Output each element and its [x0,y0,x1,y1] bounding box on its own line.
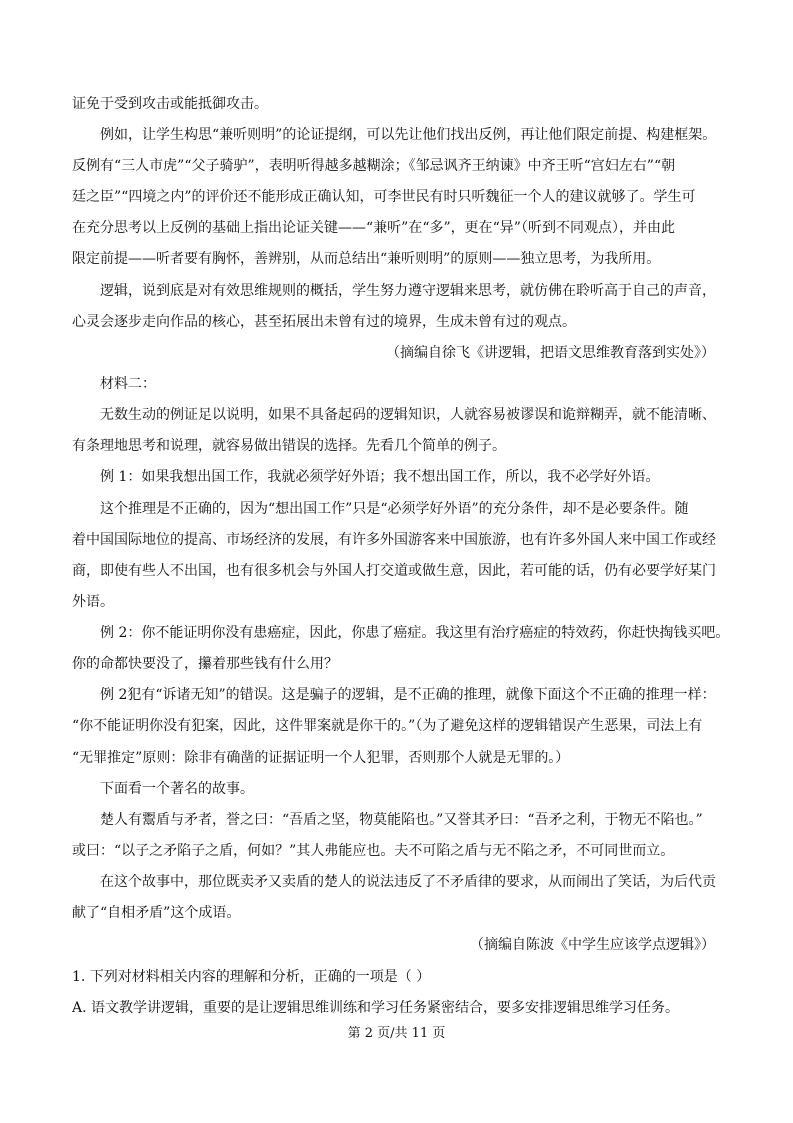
paragraph-line: “无罪推定”原则：除非有确凿的证据证明一个人犯罪，否则那个人就是无罪的。） [72,750,570,766]
question-stem: 1. 下列对材料相关内容的理解和分析，正确的一项是（ ） [72,969,431,985]
paragraph-line: 你的命都快要没了，攥着那些钱有什么用？ [72,656,338,672]
page-number-footer: 第 2 页/共 11 页 [347,1026,446,1041]
paragraph-line: 限定前提——听者要有胸怀，善辨别，从而总结出“兼听则明”的原则——独立思考，为我所用。 [72,251,661,267]
paragraph-line: 在这个故事中，那位既卖矛又卖盾的楚人的说法违反了不矛盾律的要求，从而闹出了笑话，为后代贡 [100,874,716,890]
paragraph-line: 廷之臣”“四境之内”的评价还不能形成正确认知，可李世民有时只听魏征一个人的建议就够了。学生可 [72,189,696,205]
paragraph-line: “你不能证明你没有犯案，因此，这件罪案就是你干的。”（为了避免这样的逻辑错误产生恶果，司法上有 [72,718,703,734]
paragraph-line: 反例有“三人市虎”“父子骑驴”，表明听得越多越糊涂；《邹忌讽齐王纳谏》中齐王听“宫妇左右”“朝 [72,158,676,174]
paragraph-line: 献了“自相矛盾”这个成语。 [72,905,241,921]
paragraph-line: 楚人有鬻盾与矛者，誉之曰：“吾盾之坚，物莫能陷也。”又誉其矛曰：“吾矛之利，于物无不陷也。” [100,812,703,828]
paragraph-line: 着中国国际地位的提高、市场经济的发展，有许多外国游客来中国旅游，也有许多外国人来中国工作或经 [72,532,716,548]
paragraph-line: 逻辑，说到底是对有效思维规则的概括，学生努力遵守逻辑来思考，就仿佛在聆听高于自己的声音， [100,283,716,299]
source-citation: （摘编自徐飞《讲逻辑，把语文思维教育落到实处》） [386,345,715,361]
paragraph-line: 或曰：“以子之矛陷子之盾，何如？”其人弗能应也。夫不可陷之盾与无不陷之矛，不可同世而立。 [72,843,675,859]
paragraph-line: 例 2犯有“诉诸无知”的错误。这是骗子的逻辑，是不正确的推理，就像下面这个不正确的推理一样： [100,687,716,703]
paragraph-line: 这个推理是不正确的，因为“想出国工作”只是“必须学好外语”的充分条件，却不是必要条件。随 [100,501,689,517]
paragraph-line: 无数生动的例证足以说明，如果不具备起码的逻辑知识，人就容易被谬误和诡辩糊弄，就不能清晰、 [100,407,716,423]
source-citation: （摘编自陈波《中学生应该学点逻辑》） [470,937,715,953]
paragraph-line: 外语。 [72,594,114,610]
paragraph-line: 在充分思考以上反例的基础上指出论证关键——“兼听”在“多”，更在“异”（听到不同观点），并由此 [72,220,675,236]
paragraph-line: 证免于受到攻击或能抵御攻击。 [72,96,268,112]
paragraph-line: 有条理地思考和说理，就容易做出错误的选择。先看几个简单的例子。 [72,438,506,454]
paragraph-line: 例 1：如果我想出国工作，我就必须学好外语；我不想出国工作，所以，我不必学好外语。 [100,469,660,485]
section-heading: 材料二： [100,376,156,392]
paragraph-line: 心灵会逐步走向作品的核心，甚至拓展出未曾有过的境界，生成未曾有过的观点。 [72,314,576,330]
paragraph-line: 例如，让学生构思“兼听则明”的论证提纲，可以先让他们找出反例，再让他们限定前提、构建框架。 [100,127,717,143]
paragraph-line: 商，即使有些人不出国，也有很多机会与外国人打交道或做生意，因此，若可能的话，仍有必要学好某门 [72,563,716,579]
paragraph-line: 例 2：你不能证明你没有患癌症，因此，你患了癌症。我这里有治疗癌症的特效药，你赶快掏钱买吧。 [100,625,730,641]
paragraph-line: 下面看一个著名的故事。 [100,781,254,797]
answer-option-a: A. 语文教学讲逻辑，重要的是让逻辑思维训练和学习任务紧密结合，要多安排逻辑思维学习任务。 [72,1000,680,1016]
